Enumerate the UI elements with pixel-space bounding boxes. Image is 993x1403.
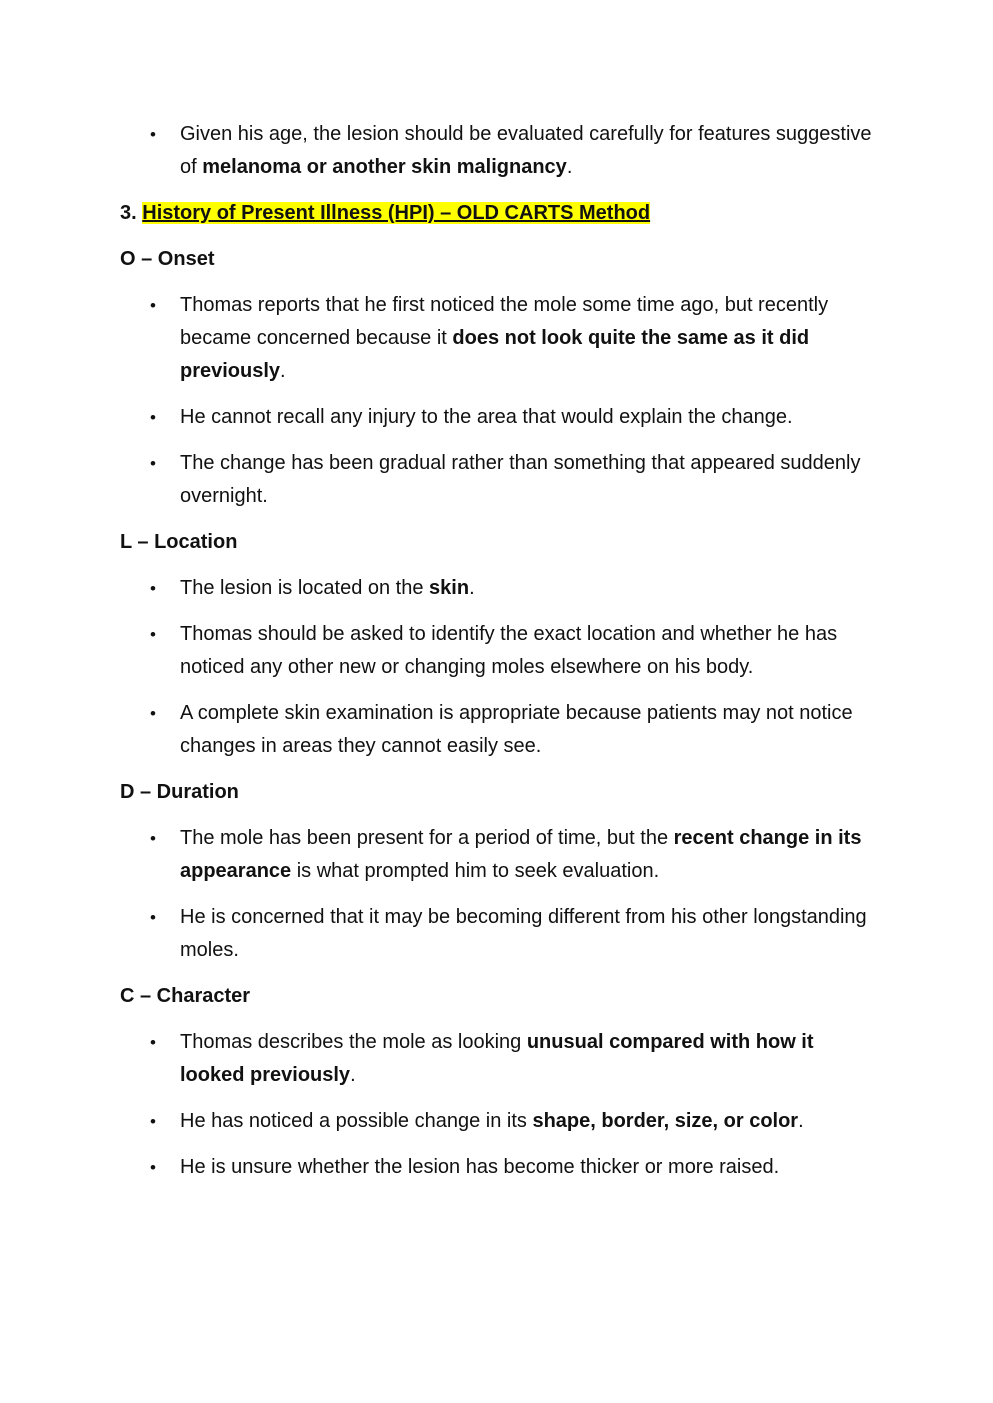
list-item: • Given his age, the lesion should be evaluated carefully for features suggestive of melanoma or another skin malignancy. bbox=[120, 118, 880, 184]
document-page bbox=[120, 118, 880, 1197]
list-item: • The change has been gradual rather than something that appeared suddenly overnight. bbox=[120, 447, 880, 513]
list-item: • He is concerned that it may be becoming different from his other longstanding moles. bbox=[120, 901, 880, 967]
duration-list bbox=[120, 822, 880, 967]
duration-heading: D – Duration bbox=[120, 781, 239, 803]
list-item: • Thomas should be asked to identify the exact location and whether he has noticed any other new or changing moles elsewhere on his body. bbox=[120, 618, 880, 684]
list-item: • The mole has been present for a period of time, but the recent change in its appearance is what prompted him to seek evaluation. bbox=[120, 822, 880, 888]
intro-bullet-list bbox=[120, 118, 880, 184]
list-item: • He has noticed a possible change in its shape, border, size, or color. bbox=[120, 1105, 880, 1138]
list-item: • Thomas reports that he first noticed the mole some time ago, but recently became concerned because it does not look quite the same as it did previously. bbox=[120, 289, 880, 388]
list-item: • Thomas describes the mole as looking unusual compared with how it looked previously. bbox=[120, 1026, 880, 1092]
onset-heading: O – Onset bbox=[120, 248, 215, 270]
onset-list bbox=[120, 289, 880, 513]
list-item: • A complete skin examination is appropriate because patients may not notice changes in areas they cannot easily see. bbox=[120, 697, 880, 763]
list-item: • The lesion is located on the skin. bbox=[120, 572, 880, 605]
location-list bbox=[120, 572, 880, 763]
list-item: • He is unsure whether the lesion has become thicker or more raised. bbox=[120, 1151, 880, 1184]
list-item: • He cannot recall any injury to the area that would explain the change. bbox=[120, 401, 880, 434]
section-number: 3. bbox=[120, 202, 143, 224]
character-list bbox=[120, 1026, 880, 1184]
section-heading bbox=[120, 197, 880, 230]
character-heading: C – Character bbox=[120, 985, 251, 1007]
section-title: History of Present Illness (HPI) – OLD CARTS Method bbox=[142, 202, 651, 224]
location-heading: L – Location bbox=[120, 531, 238, 553]
